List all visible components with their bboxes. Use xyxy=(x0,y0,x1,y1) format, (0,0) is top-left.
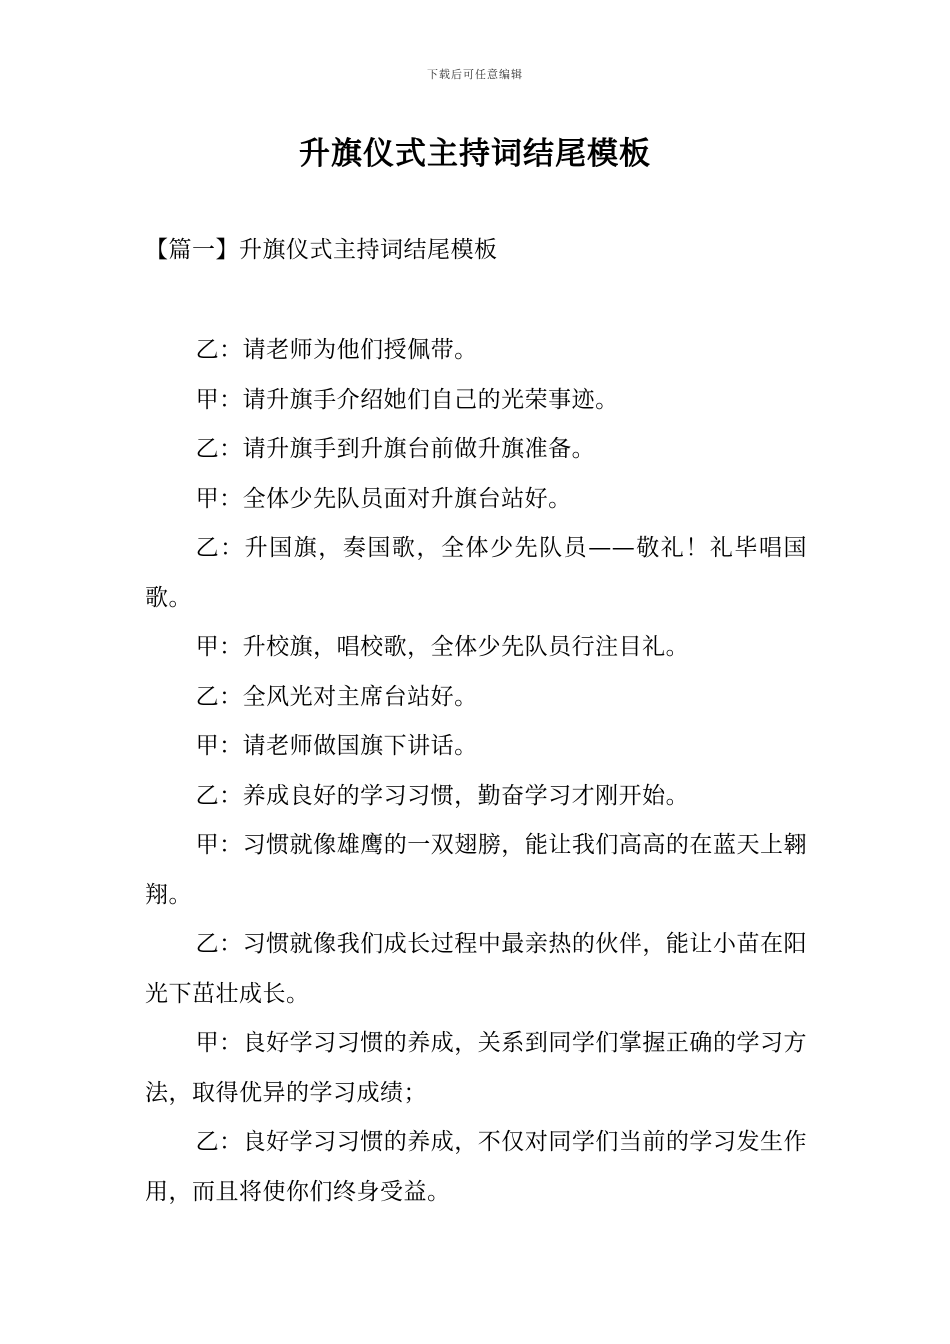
paragraph: 甲：习惯就像雄鹰的一双翅膀，能让我们高高的在蓝天上翱翔。 xyxy=(145,832,807,908)
paragraph: 乙：养成良好的学习习惯，勤奋学习才刚开始。 xyxy=(195,782,690,809)
paragraph: 甲：全体少先队员面对升旗台站好。 xyxy=(195,485,572,512)
paragraph: 乙：请老师为他们授佩带。 xyxy=(195,337,478,363)
paragraph: 甲：请升旗手介绍她们自己的光荣事迹。 xyxy=(195,386,619,413)
paragraph: 乙：良好学习习惯的养成，不仅对同学们当前的学习发生作用，而且将使你们终身受益。 xyxy=(145,1129,807,1205)
header-note: 下载后可任意编辑 xyxy=(427,68,523,81)
document-title: 升旗仪式主持词结尾模板 xyxy=(299,136,651,172)
paragraph: 乙：请升旗手到升旗台前做升旗准备。 xyxy=(195,436,596,462)
paragraph: 乙：升国旗，奏国歌，全体少先队员——敬礼！礼毕唱国歌。 xyxy=(145,535,807,611)
document-body xyxy=(145,326,807,1217)
paragraph: 甲：请老师做国旗下讲话。 xyxy=(195,733,478,759)
paragraph: 乙：全风光对主席台站好。 xyxy=(195,683,478,710)
paragraph: 乙：习惯就像我们成长过程中最亲热的伙伴，能让小苗在阳光下茁壮成长。 xyxy=(145,931,807,1007)
paragraph: 甲：升校旗，唱校歌，全体少先队员行注目礼。 xyxy=(195,634,690,660)
paragraph: 甲：良好学习习惯的养成，关系到同学们掌握正确的学习方法，取得优异的学习成绩； xyxy=(145,1030,807,1106)
section-heading: 【篇一】升旗仪式主持词结尾模板 xyxy=(145,237,498,263)
